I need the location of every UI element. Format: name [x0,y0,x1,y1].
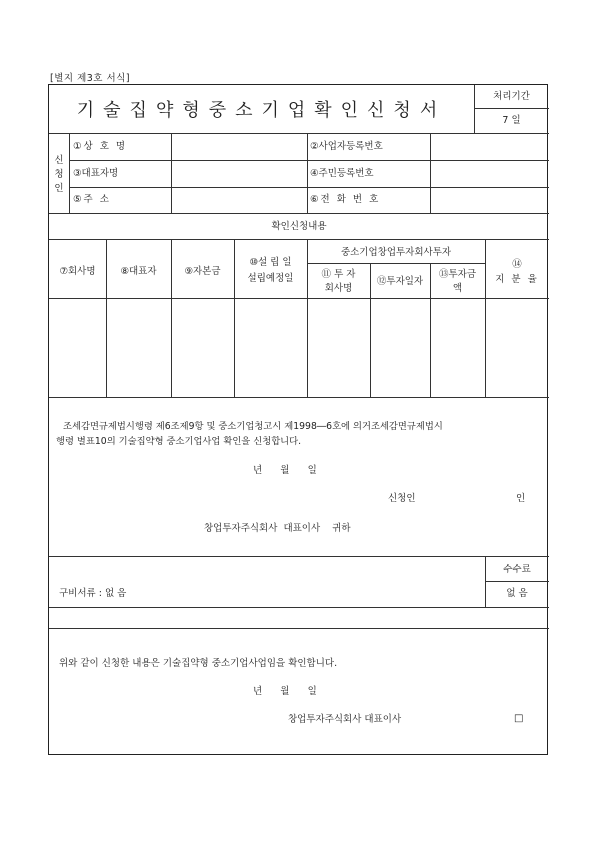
field-address-label: ⑤주 소 [73,194,111,205]
statement-line-1: 조세감면규제법시행령 제6조제9항 및 중소기업청고시 제1998―6호에 의거조세감면규제법시 [63,421,443,432]
col-establish-planned: 설립예정일 [247,273,294,284]
statement-seal: 인 [516,493,526,504]
statement-date: 년 월 일 [253,465,317,476]
col-company-name: ⑦회사명 [59,266,96,277]
form-title: 기술집약형중소기업확인신청서 [76,100,447,121]
col-representative: ⑧대표자 [120,266,157,277]
field-representative-label: ③대표자명 [73,168,119,179]
statement-line-2: 행령 별표10의 기술집약형 중소기업사업 확인을 신청합니다. [56,436,302,447]
applicant-side-label-1: 신 [54,155,64,166]
applicant-side-label-3: 인 [54,183,64,194]
fee-value: 없 음 [506,588,528,599]
col-investment-amount-1: ⑬투자금 [438,269,477,280]
fee-label: 수수료 [503,564,531,575]
col-investment-company-2: 회사명 [324,283,353,294]
col-equity-ratio-number: ⑭ [512,259,522,270]
seal-box: □ [514,713,524,724]
field-company-name-label: ①상 호 명 [73,141,128,152]
field-resident-reg-label: ④주민등록번호 [310,168,374,179]
field-business-reg-label: ②사업자등록번호 [310,141,383,152]
col-investment-company-1: ⑪ 투 자 [321,269,356,280]
col-investment-date: ⑫투자일자 [376,276,424,287]
col-capital: ⑨자본금 [184,266,221,277]
confirmation-date: 년 월 일 [253,686,317,697]
field-phone-label: ⑥전 화 번 호 [310,194,381,205]
processing-period-label: 처리기간 [493,91,530,102]
processing-period-value: 7 일 [502,115,521,126]
col-establish-date: ⑩설 립 일 [249,257,292,268]
application-form [48,84,548,755]
confirmation-text: 위와 같이 신청한 내용은 기술집약형 중소기업사업임을 확인합니다. [59,658,338,669]
form-number-caption: [별지 제3호 서식] [50,73,131,84]
section-title-confirm-content: 확인신청내용 [271,221,327,232]
applicant-side-label-2: 청 [54,169,64,180]
col-investment-amount-2: 액 [452,283,463,294]
header-startup-investment: 중소기업창업투자회사투자 [340,247,452,258]
statement-recipient: 창업투자주식회사 대표이사 귀하 [204,523,351,534]
col-equity-ratio: 지 분 율 [495,274,539,285]
statement-applicant-label: 신청인 [388,493,416,504]
confirmation-signer: 창업투자주식회사 대표이사 [288,714,402,725]
required-documents: 구비서류 : 없 음 [59,588,127,599]
